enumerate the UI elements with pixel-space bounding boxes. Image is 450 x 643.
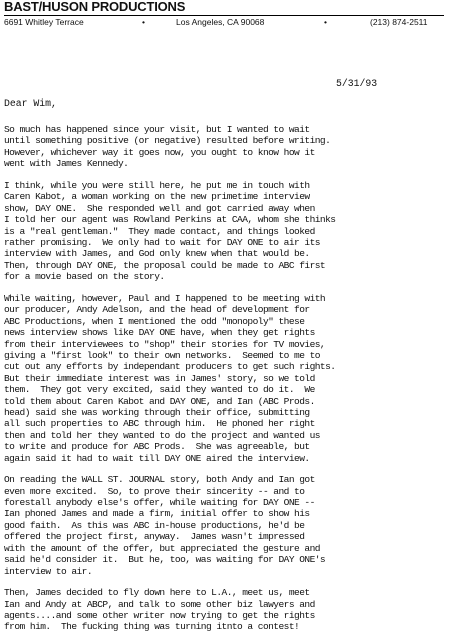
text-line: giving a "first look" to their own networks. Seemed to me to [4, 349, 320, 361]
text-line: said he'd consider it. But he, too, was waiting for DAY ONE's [4, 554, 326, 566]
text-line: our producer, Andy Adelson, and the head of development for [4, 304, 310, 316]
text-line: Then, through DAY ONE, the proposal could be made to ABC first [4, 259, 326, 271]
text-line: forestall anybody else's offer, while waiting for DAY ONE -- [4, 497, 315, 509]
text-line: On reading the WALL ST. JOURNAL story, both Andy and Ian got [4, 474, 315, 486]
company-address: 6691 Whitley Terrace [4, 17, 84, 27]
text-line: told them about Caren Kabot and DAY ONE, and Ian (ABC Prods. [4, 395, 315, 407]
separator-bullet: • [324, 17, 327, 27]
company-city: Los Angeles, CA 90068 [176, 17, 265, 27]
separator-bullet: • [142, 17, 145, 27]
text-line: While waiting, however, Paul and I happened to be meeting with [4, 292, 326, 304]
letter-paragraph [4, 293, 448, 464]
text-line: But their immediate interest was in James' story, so we told [4, 372, 315, 384]
text-line: for a movie based on the story. [4, 271, 165, 283]
text-line: rather promising. We only had to wait for DAY ONE to air its [4, 236, 320, 248]
text-line: again said it had to wait till DAY ONE aired the interview. [4, 452, 310, 464]
text-line: interview with James, and God only knew when that would be. [4, 248, 310, 260]
letter-body [4, 124, 448, 643]
text-line: them. They got very excited, said they wanted to do it. We [4, 384, 315, 396]
text-line: I told her our agent was Rowland Perkins at CAA, whom she thinks [4, 214, 336, 226]
text-line: went with James Kennedy. [4, 158, 129, 170]
text-line: interview to air. [4, 565, 93, 577]
text-line: ABC Productions, when I mentioned the odd "monopoly" these [4, 315, 305, 327]
text-line: good faith. As this was ABC in-house productions, he'd be [4, 519, 305, 531]
letter-paragraph [4, 587, 448, 633]
text-line: agents....and some other writer now trying to get the rights [4, 610, 315, 622]
text-line: offered the project first, anyway. James wasn't impressed [4, 531, 305, 543]
text-line: is a "real gentleman." They made contact, and things looked [4, 225, 315, 237]
text-line: Then, James decided to fly down here to L.A., meet us, meet [4, 587, 310, 599]
text-line: with the amount of the offer, but appreciated the gesture and [4, 542, 320, 554]
text-line: Ian phoned James and made a firm, initial offer to show his [4, 508, 310, 520]
letter-paragraph [4, 180, 448, 283]
company-phone: (213) 874-2511 [370, 17, 428, 27]
letterhead-contact-row [4, 15, 444, 29]
text-line: even more excited. So, to prove their sincerity -- and to [4, 485, 305, 497]
letter-date: 5/31/93 [336, 78, 378, 89]
text-line: from him. The fucking thing was turning itnto a contest! [4, 621, 300, 633]
text-line: Ian and Andy at ABCP, and talk to some other biz lawyers and [4, 598, 315, 610]
text-line: So much has happened since your visit, but I wanted to wait [4, 124, 310, 135]
text-line: show, DAY ONE. She responded well and got carried away when [4, 202, 315, 214]
text-line: However, whichever way it goes now, you ought to know how it [4, 146, 315, 158]
text-line: I think, while you were still here, he put me in touch with [4, 179, 310, 191]
text-line: Caren Kabot, a woman working on the new primetime interview [4, 191, 310, 203]
letter-paragraph [4, 474, 448, 577]
text-line: cut out any efforts by independant producers to get such rights. [4, 361, 336, 373]
company-name: BAST/HUSON PRODUCTIONS [4, 0, 186, 14]
text-line: news interview shows like DAY ONE have, when they get rights [4, 327, 315, 339]
letter-salutation: Dear Wim, [4, 98, 57, 109]
letterhead [4, 0, 444, 29]
text-line: from their interviewees to "shop" their stories for TV movies, [4, 338, 326, 350]
text-line: then and told her they wanted to do the project and wanted us [4, 429, 320, 441]
text-line: head) said she was working through their office, submitting [4, 406, 310, 418]
text-line: to write and produce for ABC Prods. She was agreeable, but [4, 441, 310, 453]
text-line: all such properties to ABC through him. He phoned her right [4, 418, 315, 430]
text-line: until something positive (or negative) resulted before writing. [4, 135, 331, 147]
letter-paragraph [4, 124, 448, 170]
